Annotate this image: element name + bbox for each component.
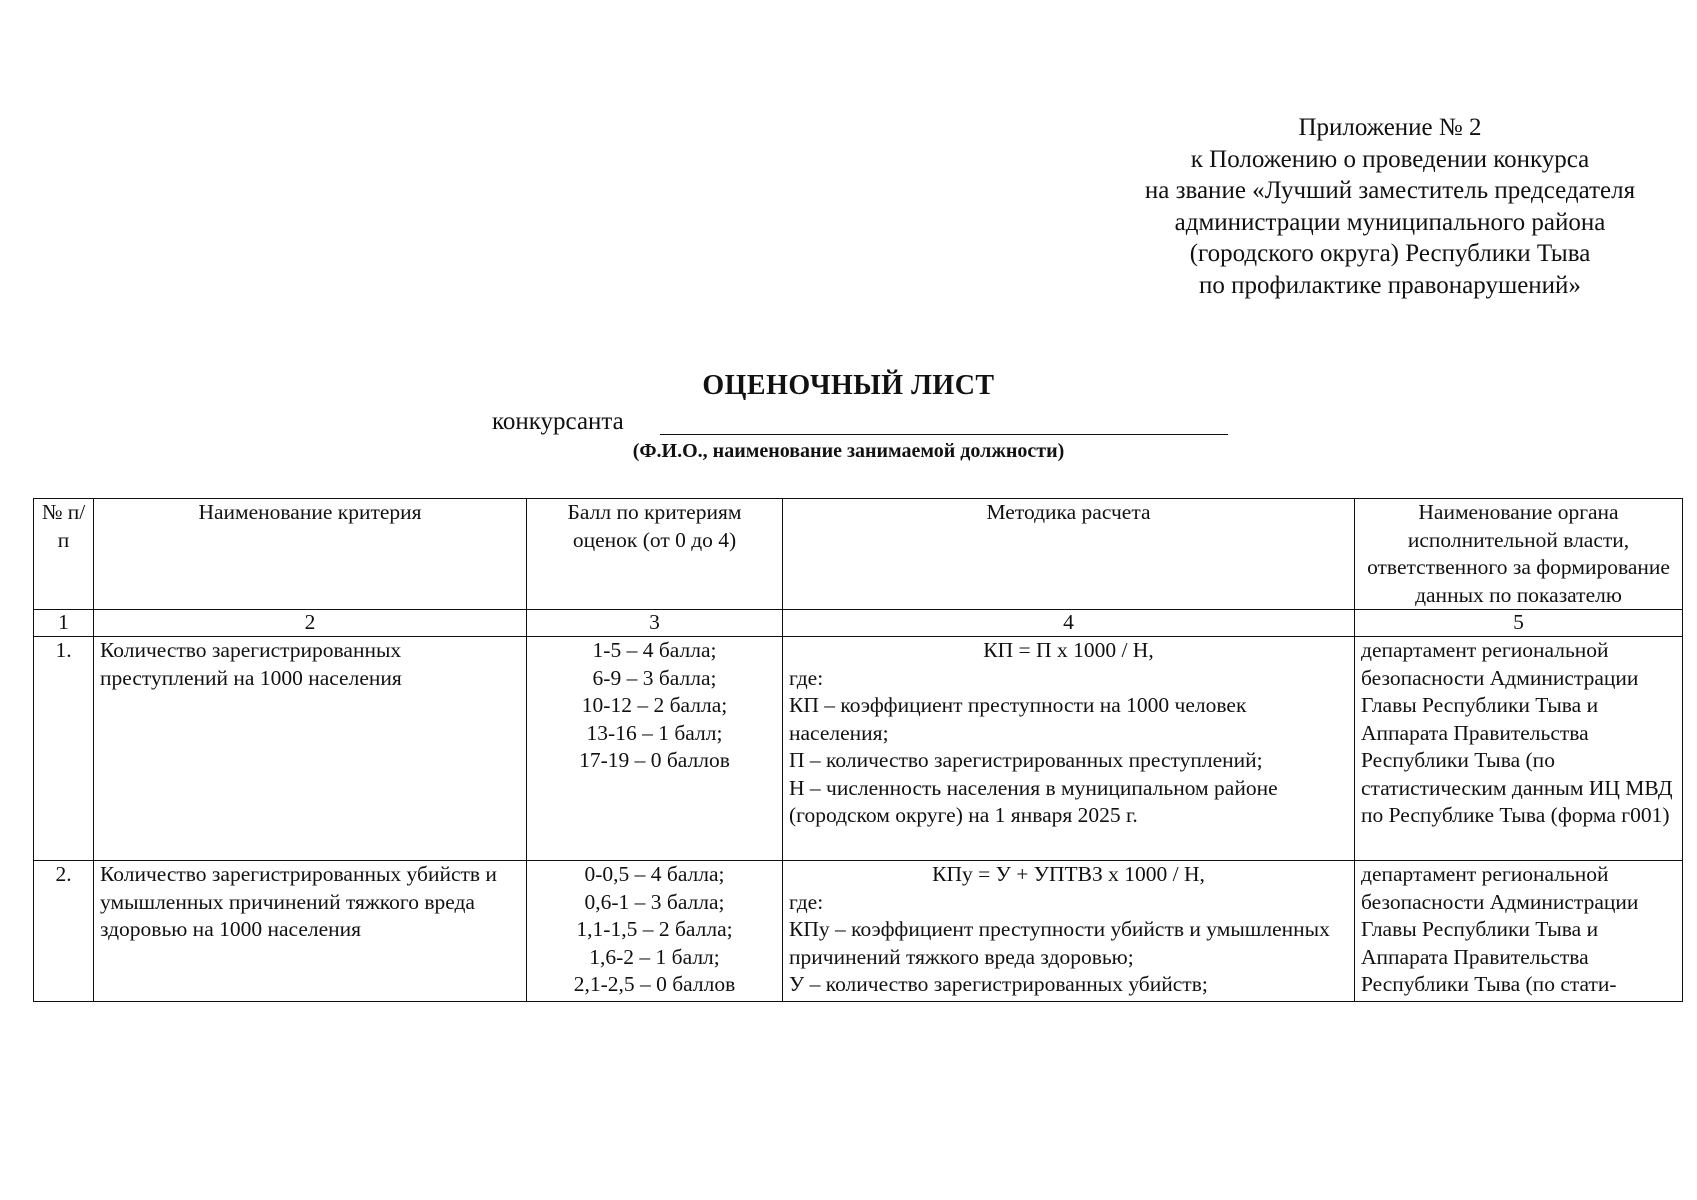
column-number-row	[34, 610, 1683, 637]
evaluation-table	[33, 498, 1683, 1002]
formula: КПу = У + УПТВЗ х 1000 / Н,	[932, 862, 1205, 886]
column-number: 2	[94, 610, 527, 637]
method-line: КП – коэффициент преступности на 1000 человек населения;	[789, 693, 1247, 745]
method-line: где:	[789, 665, 824, 690]
score-cell	[527, 861, 783, 1002]
method-line: КПу – коэффициент преступности убийств и умышленных причинений тяжкого вреда здоровью;	[789, 917, 1330, 969]
column-number: 1	[34, 610, 94, 637]
contestant-fill-line	[660, 434, 1228, 435]
row-number: 1.	[34, 637, 94, 861]
contestant-caption: (Ф.И.О., наименование занимаемой должности)	[632, 440, 1065, 462]
score-line: 1,1-1,5 – 2 балла;	[576, 917, 733, 941]
appendix-line: Приложение № 2	[1298, 114, 1482, 141]
row-number: 2.	[34, 861, 94, 1002]
table-header-row	[34, 499, 1683, 610]
appendix-line: администрации муниципального района	[1174, 208, 1606, 236]
header-score: Балл по критериям оценок (от 0 до 4)	[527, 499, 783, 610]
header-number: № п/п	[34, 499, 94, 610]
appendix-line: по профилактике правонарушений»	[1199, 271, 1581, 299]
column-number: 5	[1355, 610, 1683, 637]
header-method: Методика расчета	[783, 499, 1355, 610]
table-row	[34, 637, 1683, 861]
method-line: П – количество зарегистрированных преступлений;	[789, 748, 1263, 772]
appendix-line: (городского округа) Республики Тыва	[1189, 240, 1591, 267]
page-title: ОЦЕНОЧНЫЙ ЛИСТ	[702, 370, 995, 401]
method-line: Н – численность населения в муниципальном районе (городском округе) на 1 января 2025 г.	[789, 775, 1278, 827]
formula: КП = П х 1000 / Н,	[983, 638, 1154, 662]
score-line: 13-16 – 1 балл;	[586, 720, 723, 745]
column-number: 3	[527, 610, 783, 637]
score-line: 1,6-2 – 1 балл;	[589, 944, 720, 969]
criterion-cell: Количество зарегистрированных преступлений на 1000 населения	[94, 637, 527, 861]
column-number: 4	[783, 610, 1355, 637]
authority-cell: департамент региональной безопасности Администрации Главы Республики Тыва и Аппарата Правительства Республики Тыва (по стати-	[1355, 861, 1683, 1002]
method-line: У – количество зарегистрированных убийств;	[789, 972, 1208, 996]
header-criterion: Наименование критерия	[94, 499, 527, 610]
score-line: 0-0,5 – 4 балла;	[584, 862, 725, 886]
score-line: 10-12 – 2 балла;	[581, 693, 728, 717]
appendix-line: к Положению о проведении конкурса	[1190, 145, 1590, 173]
header-authority: Наименование органа исполнительной власти, ответственного за формирование данных по показателю	[1355, 499, 1683, 610]
method-cell	[783, 861, 1355, 1002]
table-row	[34, 861, 1683, 1002]
appendix-block	[1040, 112, 1697, 301]
appendix-line: на звание «Лучший заместитель председателя	[1144, 177, 1636, 204]
score-line: 1-5 – 4 балла;	[592, 638, 717, 662]
method-cell	[783, 637, 1355, 861]
criterion-cell: Количество зарегистрированных убийств и умышленных причинений тяжкого вреда здоровью на 1000 населения	[94, 861, 527, 1002]
score-line: 6-9 – 3 балла;	[592, 665, 717, 690]
score-cell	[527, 637, 783, 861]
score-line: 17-19 – 0 баллов	[579, 748, 730, 772]
authority-cell: департамент региональной безопасности Администрации Главы Республики Тыва и Аппарата Правительства Республики Тыва (по статистическим данным ИЦ МВД по Республике Тыва (форма г001)	[1355, 637, 1683, 861]
method-line: где:	[789, 889, 824, 914]
contestant-label: конкурсанта	[492, 408, 624, 435]
score-line: 0,6-1 – 3 балла;	[584, 889, 725, 914]
score-line: 2,1-2,5 – 0 баллов	[573, 972, 736, 996]
